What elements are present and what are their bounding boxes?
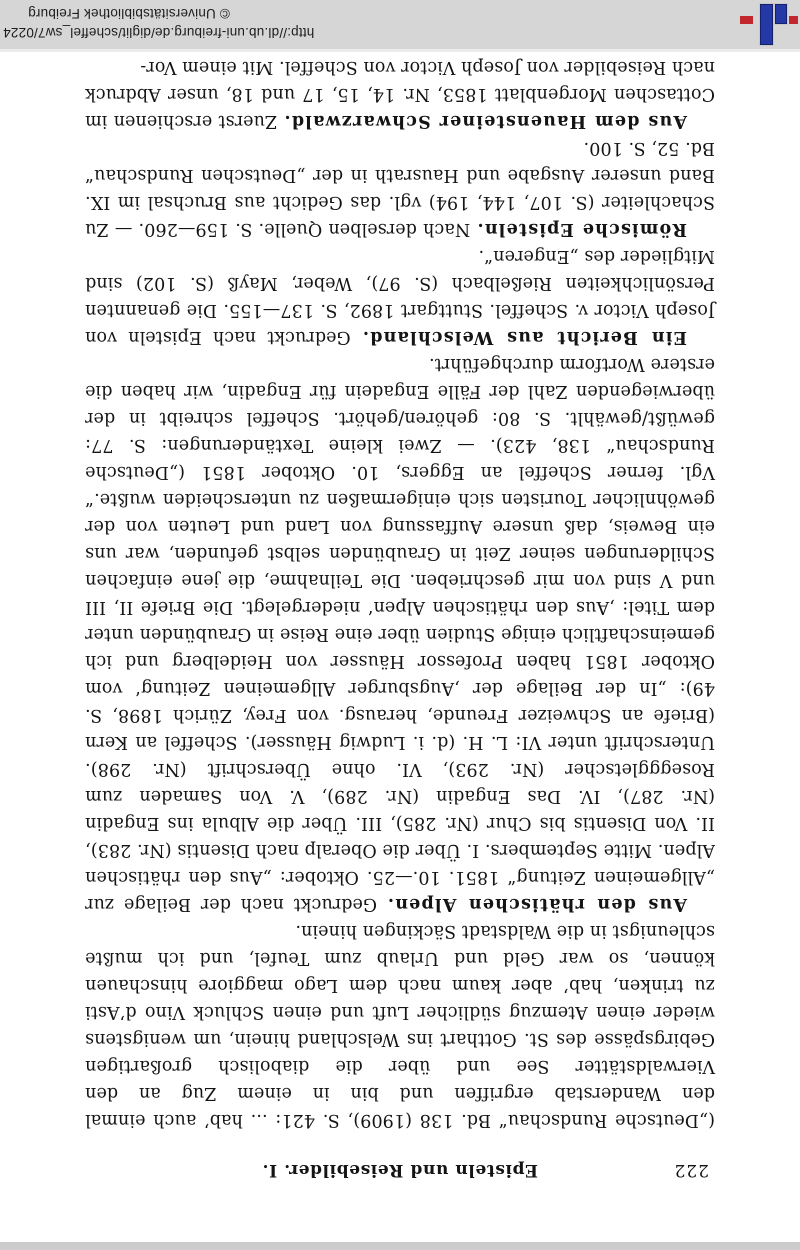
paragraph-ein-bericht-aus-welschland xyxy=(85,242,715,350)
paragraph-text: Nach derselben Quelle. S. 159—260. — Zu Schachleiter (S. 107, 144, 194) vgl. das Gedicht aus Bruchsal im IX. Band unserer Ausgabe und Hausrath in der „Deutschen Rundschau“ Bd. 52, S. 100. xyxy=(85,138,715,239)
running-head-title: Episteln und Reisebilder. I. xyxy=(262,1160,538,1180)
paragraph-lead: Aus dem Hauensteiner Schwarzwald. xyxy=(283,111,687,131)
running-head xyxy=(85,1153,715,1180)
logo-blue-bar-short xyxy=(775,4,787,24)
paragraph-lead: Aus den rhätischen Alpen. xyxy=(386,894,687,914)
library-copyright-stamp: © Universitätsbibliothek Freiburg xyxy=(28,6,230,21)
ub-freiburg-logo-icon xyxy=(734,0,798,49)
document-url-stamp: http://dl.ub.uni-freiburg.de/diglit/scheffel_sw7/0224 xyxy=(3,25,315,40)
logo-red-dash-left xyxy=(740,16,753,24)
horizontal-scrollbar[interactable] xyxy=(0,1242,800,1250)
paragraph-hauensteiner-schwarzwald xyxy=(85,53,715,134)
paragraph-roemische-episteln xyxy=(85,134,715,242)
page-body-text xyxy=(85,53,715,1133)
paragraph-text: Gedruckt nach Episteln von Joseph Victor v. Scheffel. Stuttgart 1892, S. 137—155. Die genannten Persönlichkeiten Rießelbach (S. 97), Weber, Mayß (S. 102) sind Mitglieder des „Engeren“. xyxy=(84,246,715,347)
page-number: 222 xyxy=(673,1160,709,1180)
paragraph-text: Zuerst erschienen im Cottaschen Morgenblatt 1853, Nr. 14, 15, 17 und 18, unser Abdruck nach Reisebilder von Joseph Victor von Scheffel. Mit einem Vor- xyxy=(85,57,715,131)
viewer-header-bar xyxy=(0,0,800,52)
logo-blue-bar-tall xyxy=(760,4,773,45)
paragraph-lead: Römische Episteln. xyxy=(476,219,687,239)
scanned-book-page xyxy=(70,57,730,1222)
paragraph-aus-den-rhaetischen-alpen xyxy=(85,350,715,917)
logo-red-dash-right xyxy=(789,16,798,24)
paragraph-lead: Ein Bericht aus Welschland. xyxy=(361,327,687,347)
paragraph-text: („Deutsche Rundschau“ Bd. 138 (1909), S. 421: ... hab’ auch einmal den Wanderstab ergriffen und bin in einem Zug an den Vierwaldstätter See und über die diabolisch großartigen Gebirgspässe des St. Gotthart ins Welschland hinein, um wenigstens wieder einen Atemzug südlicher Luft und einen Schluck Vino d’Asti zu trinken, hab’ aber kaum nach dem Lago maggiore hinschauen können, so war Geld und Urlaub zum Teufel, und ich mußte schleunigst in die Waldstadt Säckingen hinein. xyxy=(85,921,715,1130)
paragraph-text: Gedruckt nach der Beilage zur „Allgemeinen Zeitung“ 1851. 10.—25. Oktober: „Aus den rhätischen Alpen. Mitte Septembers. I. Über die Oberalp nach Disentis (Nr. 283), II. Von Disentis bis Chur (Nr. 285), III. Über die Albula ins Engadin (Nr. 287), IV. Das Engadin (Nr. 289), V. Von Samaden zum Rosegggletscher (Nr. 293), VI. ohne Überschrift (Nr. 298). Unterschrift unter VI: L. H. (d. i. Ludwig Häusser). Scheffel an Kern (Briefe an Schweizer Freunde, herausg. von Frey, Zürich 1898, S. 49): „In der Beilage der ‚Augsburger Allgemeinen Zeitung‘ vom Oktober 1851 haben Professor Häusser von Heidelberg und ich gemeinschaftlich einige Studien über eine Reise in Graubünden unter dem Titel: ‚Aus den rhätischen Alpen‘ niedergelegt. Die Briefe II, III und V sind von mir geschrieben. Die Teilnahme, die jene einfachen Schilderungen seiner Zeit in Graubünden selbst gefunden, war uns ein Beweis, daß unsere Auffassung von Land und Leuten von der gewöhnlicher Touristen sich einigermaßen zu unterscheiden wußte.“ Vgl. ferner Scheffel an Eggers, 10. Oktober 1851 („Deutsche Rundschau“ 138, 423). — Zwei kleine Textänderungen: S. 77: gewüßt/gewählt. S. 80: gehören/gehört. Scheffel schreibt in der überwiegenden Zahl der Fälle Engadein für Engadin, wir haben die erstere Wortform durchgeführt. xyxy=(84,354,715,914)
paragraph-deutsche-rundschau-quote xyxy=(85,917,715,1133)
